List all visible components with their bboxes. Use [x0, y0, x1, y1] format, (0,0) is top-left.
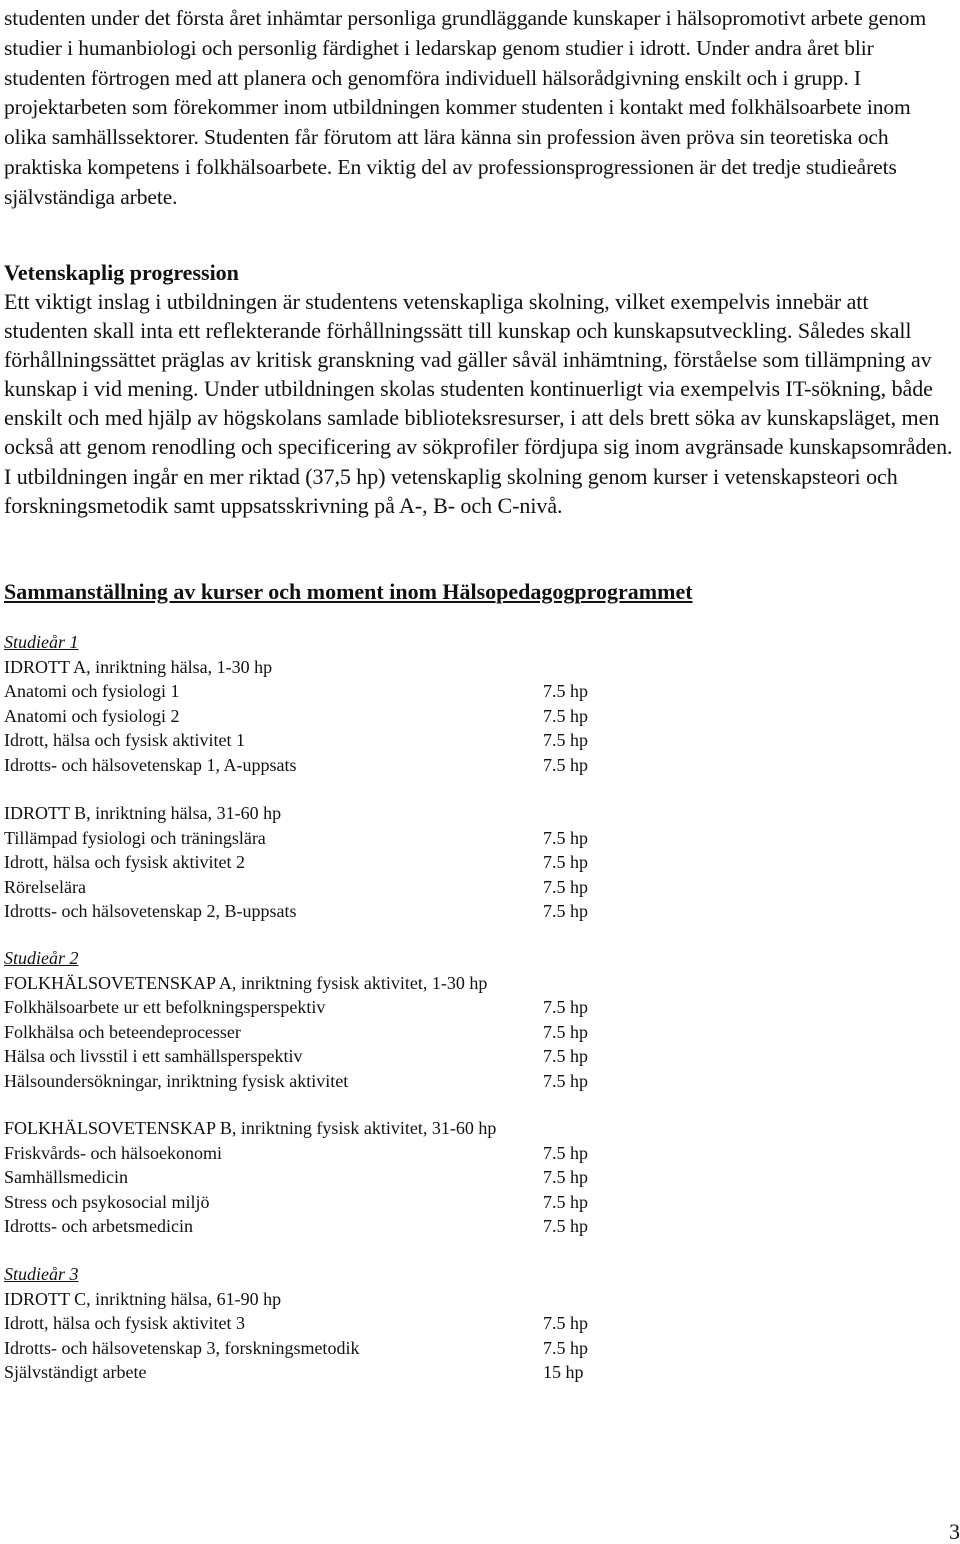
course-group-title: IDROTT B, inriktning hälsa, 31-60 hp — [4, 803, 282, 823]
course-row — [4, 679, 704, 704]
study-year-3 — [4, 1262, 704, 1385]
course-credits: 7.5 hp — [543, 1142, 588, 1163]
course-name: Idrotts- och hälsovetenskap 2, B-uppsats — [4, 901, 297, 921]
course-credits: 7.5 hp — [543, 754, 588, 775]
course-row — [4, 1190, 704, 1215]
course-name: Anatomi och fysiologi 1 — [4, 681, 180, 701]
course-row — [4, 995, 704, 1020]
course-credits: 7.5 hp — [543, 827, 588, 848]
course-name: Idrott, hälsa och fysisk aktivitet 2 — [4, 852, 245, 872]
intro-paragraph: studenten under det första året inhämtar personliga grundläggande kunskaper i hälsopromotivt arbete genom studier i humanbiologi och personlig färdighet i ledarskap genom studier i idrott. Under andra året blir studenten förtrogen med att planera och genomföra individuell hälsorådgivning enskilt och i grupp. I projektarbeten som förekommer inom utbildningen kommer studenten i kontakt med folkhälsoarbete inom olika samhällssektorer. Studenten får förutom att lära känna sin profession även pröva sin teoretiska och praktiska kompetens i folkhälsoarbete. En viktig del av professionsprogressionen är det tredje studieårets självständiga arbete. — [4, 6, 927, 209]
course-row — [4, 1141, 704, 1166]
course-name: Idrotts- och arbetsmedicin — [4, 1216, 193, 1236]
course-row — [4, 1165, 704, 1190]
course-name: Idrotts- och hälsovetenskap 3, forskningsmetodik — [4, 1337, 360, 1358]
course-credits: 7.5 hp — [543, 1313, 588, 1333]
course-row — [4, 1360, 704, 1385]
course-group-title: FOLKHÄLSOVETENSKAP A, inriktning fysisk aktivitet, 1-30 hp — [4, 972, 488, 993]
course-row — [4, 826, 704, 851]
course-group-title: IDROTT C, inriktning hälsa, 61-90 hp — [4, 1288, 282, 1309]
course-row — [4, 1336, 704, 1361]
course-name: Hälsa och livsstil i ett samhällsperspektiv — [4, 1046, 303, 1066]
course-name: Stress och psykosocial miljö — [4, 1191, 210, 1212]
course-credits: 7.5 hp — [543, 681, 588, 701]
course-credits: 7.5 hp — [543, 1191, 588, 1212]
course-row — [4, 753, 704, 778]
page-number: 3 — [949, 1519, 960, 1544]
course-group-title: FOLKHÄLSOVETENSKAP B, inriktning fysisk aktivitet, 31-60 hp — [4, 1118, 497, 1138]
course-row — [4, 1311, 704, 1336]
course-name: Rörelselära — [4, 876, 86, 897]
course-credits: 7.5 hp — [543, 901, 588, 921]
course-credits: 7.5 hp — [543, 1216, 588, 1236]
study-year-1 — [4, 630, 704, 777]
course-summary-title: Sammanställning av kurser och moment inom Hälsopedagogprogrammet — [4, 579, 693, 604]
course-credits: 7.5 hp — [543, 1046, 588, 1066]
study-year-label: Studieår 2 — [4, 948, 79, 968]
course-credits: 7.5 hp — [543, 705, 588, 726]
course-name: Idrotts- och hälsovetenskap 1, A-uppsats — [4, 754, 297, 775]
course-row — [4, 1044, 704, 1069]
course-credits: 7.5 hp — [543, 1167, 588, 1187]
course-name: Idrott, hälsa och fysisk aktivitet 3 — [4, 1313, 245, 1333]
science-progression-heading: Vetenskaplig progression — [4, 260, 239, 285]
science-progression-paragraph: Ett viktigt inslag i utbildningen är studentens vetenskapliga skolning, vilket exempelvis innebär att studenten skall inta ett reflekterande förhållningssätt till kunskap och kunskapsutveckling. Således skall förhållningssättet präglas av kritisk granskning vad gäller såväl inhämtning, förståelse som tillämpning av kunskap i vid mening. Under utbildningen skolas studenten kontinuerligt via exempelvis IT-sökning, både enskilt och med hjälp av högskolans samlade biblioteksresurser, i att dels brett söka av kunskapsläget, men också att genom renodling och specificering av sökprofiler fördjupa sig inom avgränsade kunskapsområden. I utbildningen ingår en mer riktad (37,5 hp) vetenskaplig skolning genom kurser i vetenskapsteori och forskningsmetodik samt uppsatsskrivning på A-, B- och C-nivå. — [4, 289, 953, 518]
study-year-label: Studieår 1 — [4, 632, 79, 652]
course-credits: 7.5 hp — [543, 1070, 588, 1091]
course-group-title: IDROTT A, inriktning hälsa, 1-30 hp — [4, 656, 273, 677]
course-name: Anatomi och fysiologi 2 — [4, 705, 180, 726]
course-name: Friskvårds- och hälsoekonomi — [4, 1142, 222, 1163]
course-name: Tillämpad fysiologi och träningslära — [4, 827, 266, 848]
course-row — [4, 875, 704, 900]
course-row — [4, 1020, 704, 1045]
course-name: Samhällsmedicin — [4, 1167, 128, 1187]
course-credits: 7.5 hp — [543, 852, 588, 872]
course-name: Folkhälsoarbete ur ett befolkningsperspektiv — [4, 997, 326, 1017]
course-row — [4, 1214, 704, 1239]
course-name: Folkhälsa och beteendeprocesser — [4, 1021, 241, 1042]
study-year-label: Studieår 3 — [4, 1264, 79, 1284]
course-credits: 7.5 hp — [543, 997, 588, 1017]
study-year-2 — [4, 946, 704, 1093]
course-credits: 15 hp — [543, 1362, 584, 1382]
course-group — [4, 801, 704, 924]
course-group — [4, 1116, 704, 1239]
course-row — [4, 704, 704, 729]
course-name: Självständigt arbete — [4, 1362, 147, 1382]
course-credits: 7.5 hp — [543, 730, 588, 750]
course-credits: 7.5 hp — [543, 1021, 588, 1042]
course-credits: 7.5 hp — [543, 876, 588, 897]
course-name: Hälsoundersökningar, inriktning fysisk aktivitet — [4, 1070, 349, 1091]
course-credits: 7.5 hp — [543, 1337, 588, 1358]
course-row — [4, 850, 704, 875]
course-row — [4, 1069, 704, 1094]
course-row — [4, 899, 704, 924]
course-row — [4, 728, 704, 753]
course-name: Idrott, hälsa och fysisk aktivitet 1 — [4, 730, 245, 750]
